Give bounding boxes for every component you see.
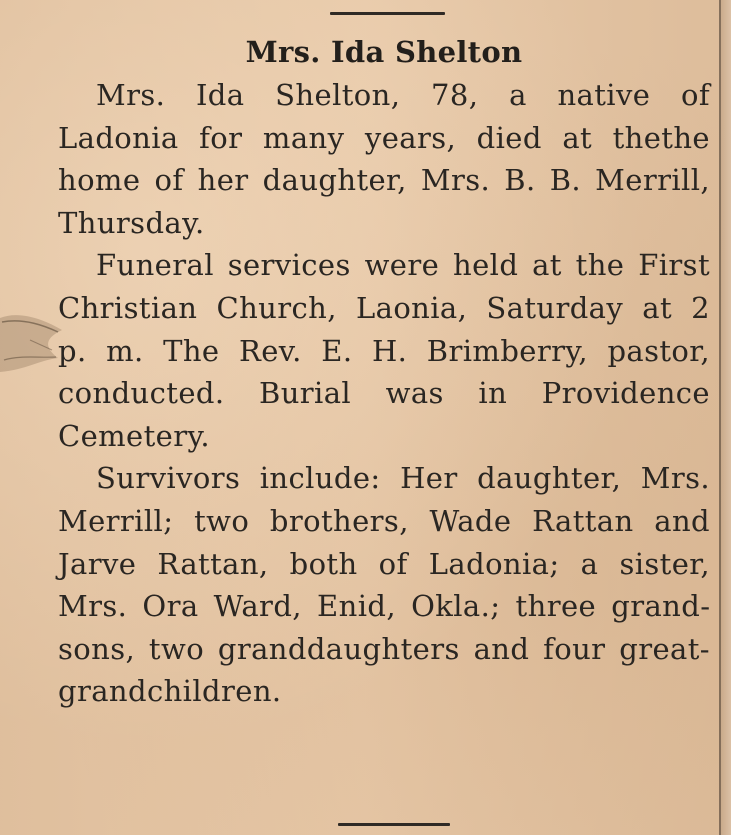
article-headline: Mrs. Ida Shelton: [245, 35, 523, 69]
bottom-divider: [338, 823, 450, 826]
article-paragraph-death: Mrs. Ida Shelton, 78, a native of Ladonia for many years, died at thethe home of her daughter, Mrs. B. B. Merrill, Thursday.: [58, 78, 710, 240]
article-paragraph-survivors: Survivors include: Her daughter, Mrs. Merrill; two brothers, Wade Rattan and Jarve Rattan, both of Ladonia; a sister, Mrs. Ora Ward, Enid, Okla.; three grandsons, two granddaughters and four great-grandchildren.: [58, 461, 710, 709]
article-paragraph-funeral: Funeral services were held at the First Christian Church, Laonia, Saturday at 2 p. m. The Rev. E. H. Brimberry, pastor, conducted. Burial was in Providence Cemetery.: [58, 248, 710, 453]
obituary-article: [58, 30, 710, 713]
top-divider: [330, 12, 445, 15]
column-rule: [719, 0, 721, 835]
page-edge: [721, 0, 731, 835]
